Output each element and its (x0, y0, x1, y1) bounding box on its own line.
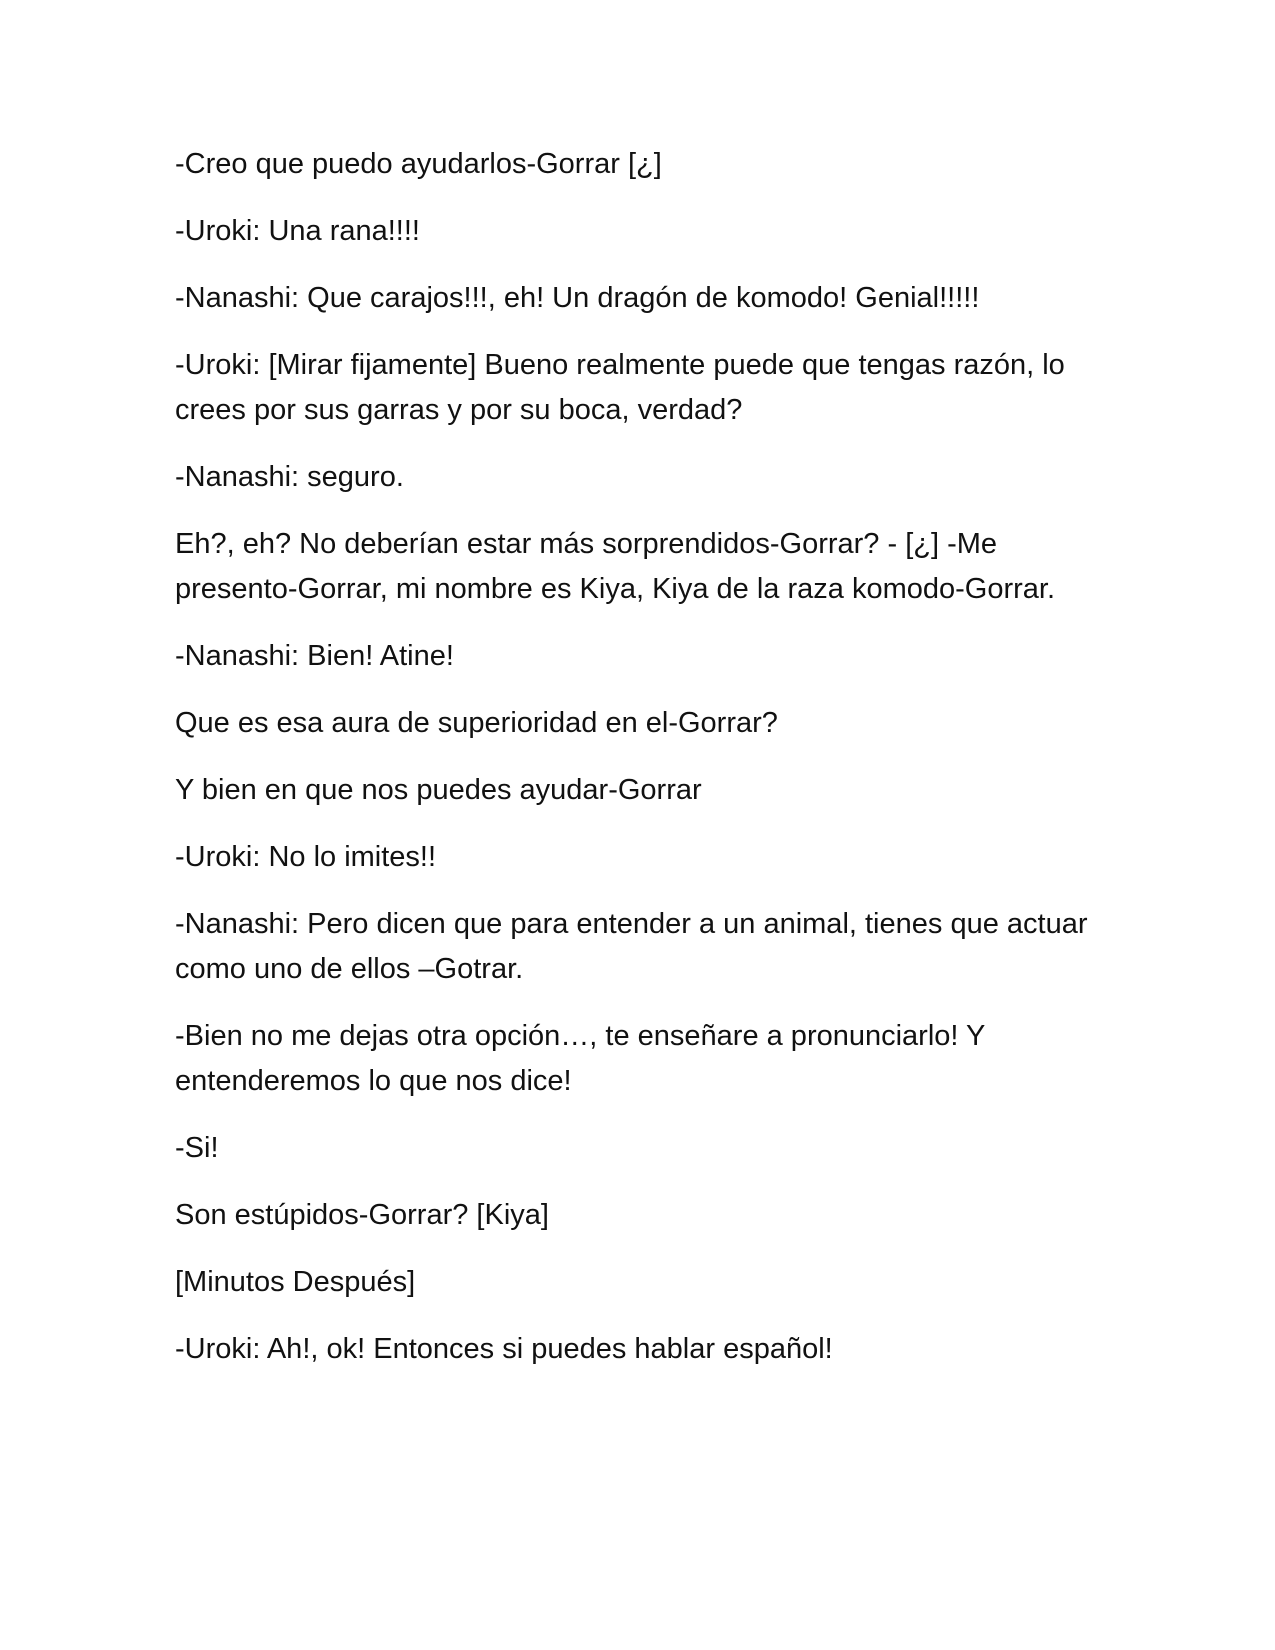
paragraph-3: -Nanashi: Que carajos!!!, eh! Un dragón de komodo! Genial!!!!! (175, 282, 980, 314)
paragraph-7: -Nanashi: Bien! Atine! (175, 640, 454, 672)
paragraph-2: -Uroki: Una rana!!!! (175, 215, 420, 247)
paragraph-8: Que es esa aura de superioridad en el-Gorrar? (175, 707, 778, 739)
paragraph-11: -Nanashi: Pero dicen que para entender a un animal, tienes que actuar como uno de ellos –Gotrar. (175, 908, 1088, 985)
paragraph-10: -Uroki: No lo imites!! (175, 841, 437, 873)
paragraph-16: -Uroki: Ah!, ok! Entonces si puedes hablar español! (175, 1333, 833, 1365)
paragraph-5: -Nanashi: seguro. (175, 461, 404, 493)
paragraph-6: Eh?, eh? No deberían estar más sorprendidos-Gorrar? - [¿] -Me presento-Gorrar, mi nombre es Kiya, Kiya de la raza komodo-Gorrar. (175, 528, 1056, 605)
paragraph-14: Son estúpidos-Gorrar? [Kiya] (175, 1199, 549, 1231)
paragraph-1: -Creo que puedo ayudarlos-Gorrar [¿] (175, 148, 662, 180)
document-body (175, 142, 1105, 1394)
paragraph-12: -Bien no me dejas otra opción…, te enseñare a pronunciarlo! Y entenderemos lo que nos dice! (175, 1020, 985, 1097)
paragraph-9: Y bien en que nos puedes ayudar-Gorrar (175, 774, 702, 806)
paragraph-13: -Si! (175, 1132, 219, 1164)
paragraph-4: -Uroki: [Mirar fijamente] Bueno realmente puede que tengas razón, lo crees por sus garras y por su boca, verdad? (175, 349, 1065, 426)
paragraph-15: [Minutos Después] (175, 1266, 416, 1298)
